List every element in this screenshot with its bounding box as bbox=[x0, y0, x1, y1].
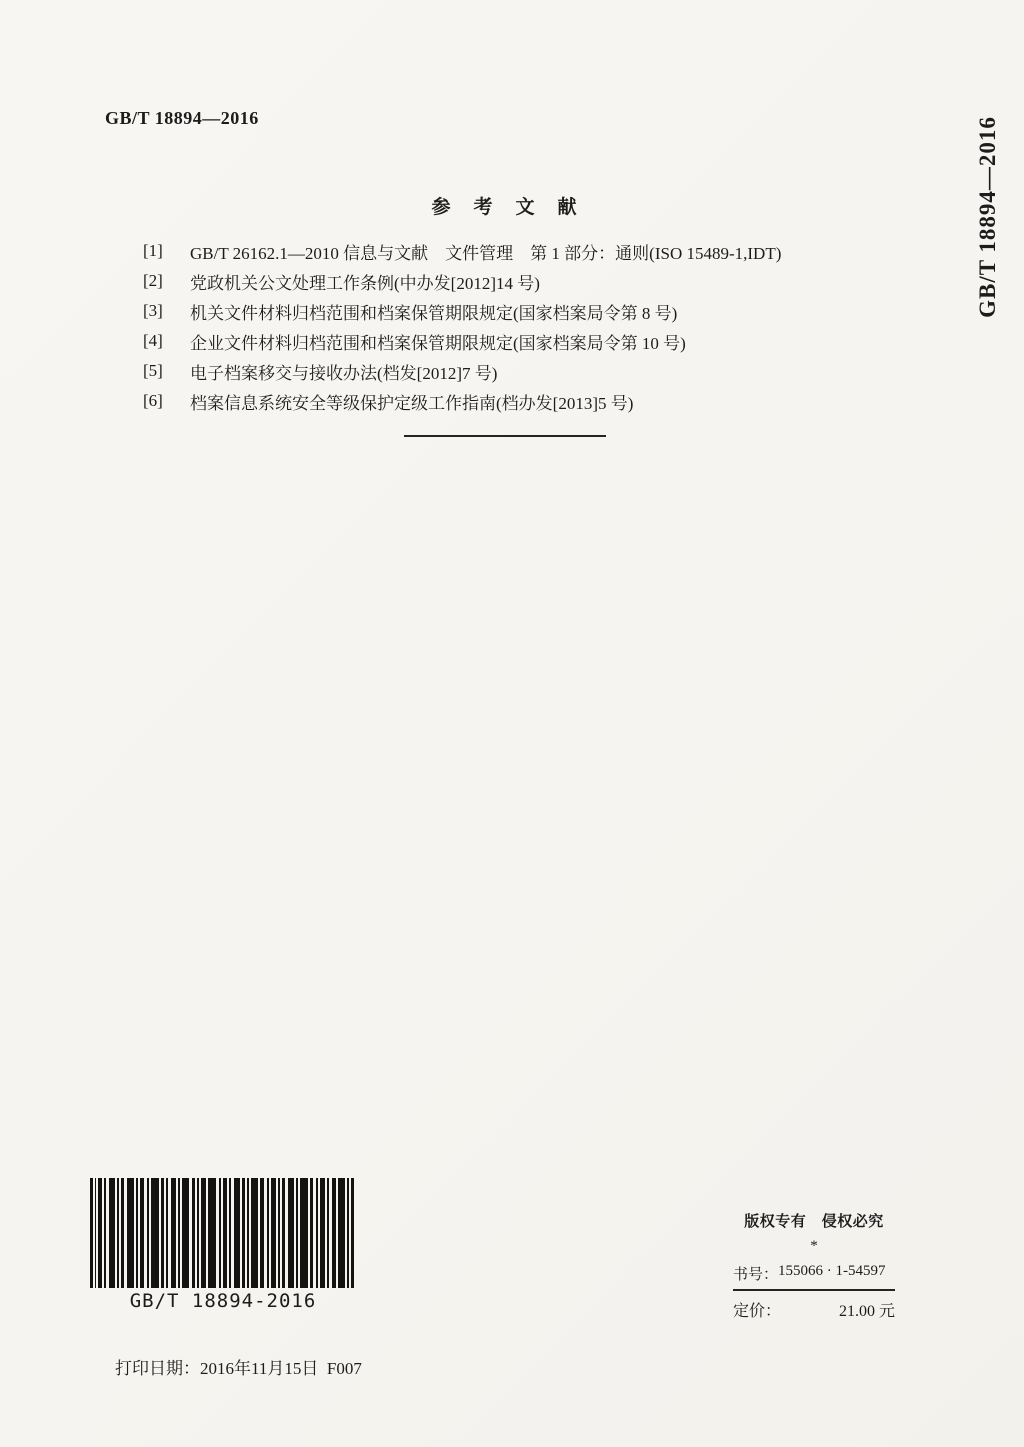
reference-text: 党政机关公文处理工作条例(中办发[2012]14 号) bbox=[190, 273, 540, 293]
reference-text: 档案信息系统安全等级保护定级工作指南(档办发[2013]5 号) bbox=[190, 393, 634, 413]
reference-number: [1] bbox=[143, 241, 163, 260]
asterisk-mark: * bbox=[810, 1238, 818, 1254]
reference-item bbox=[143, 266, 903, 296]
reference-text: 机关文件材料归档范围和档案保管期限规定(国家档案局令第 8 号) bbox=[190, 303, 678, 323]
book-number-value: 155066 · 1-54597 bbox=[778, 1263, 886, 1279]
book-number-label: 书号： bbox=[733, 1267, 779, 1283]
price-value: 21.00 元 bbox=[838, 1303, 895, 1320]
reference-number: [4] bbox=[143, 331, 163, 350]
reference-text: 电子档案移交与接收办法(档发[2012]7 号) bbox=[190, 363, 498, 383]
colophon bbox=[733, 1210, 895, 1321]
reference-number: [6] bbox=[143, 391, 163, 410]
price-row bbox=[733, 1289, 895, 1321]
reference-number: [2] bbox=[143, 271, 163, 290]
references-list bbox=[143, 236, 903, 416]
reference-item bbox=[143, 296, 903, 326]
price-label: 定价： bbox=[733, 1303, 782, 1320]
barcode bbox=[90, 1178, 356, 1312]
reference-text: GB/T 26162.1—2010 信息与文献 文件管理 第 1 部分：通则(ISO 15489-1,IDT) bbox=[190, 243, 782, 263]
page-title: 参 考 文 献 bbox=[431, 197, 579, 218]
reference-item bbox=[143, 236, 903, 266]
reference-text: 企业文件材料归档范围和档案保管期限规定(国家档案局令第 10 号) bbox=[190, 333, 686, 353]
reference-number: [3] bbox=[143, 301, 163, 320]
print-date: 打印日期：2016年11月15日 F007 bbox=[115, 1359, 362, 1378]
reference-item bbox=[143, 386, 903, 416]
end-rule bbox=[404, 435, 606, 437]
reference-item bbox=[143, 326, 903, 356]
standard-code-sidebar: GB/T 18894—2016 bbox=[975, 116, 1000, 318]
book-number-row bbox=[733, 1263, 895, 1284]
copyright-notice: 版权专有 侵权必究 bbox=[744, 1214, 884, 1230]
standard-code-header: GB/T 18894—2016 bbox=[105, 108, 259, 128]
reference-item bbox=[143, 356, 903, 386]
barcode-label: GB/T 18894-2016 bbox=[129, 1290, 317, 1312]
reference-number: [5] bbox=[143, 361, 163, 380]
barcode-bars bbox=[90, 1178, 356, 1288]
